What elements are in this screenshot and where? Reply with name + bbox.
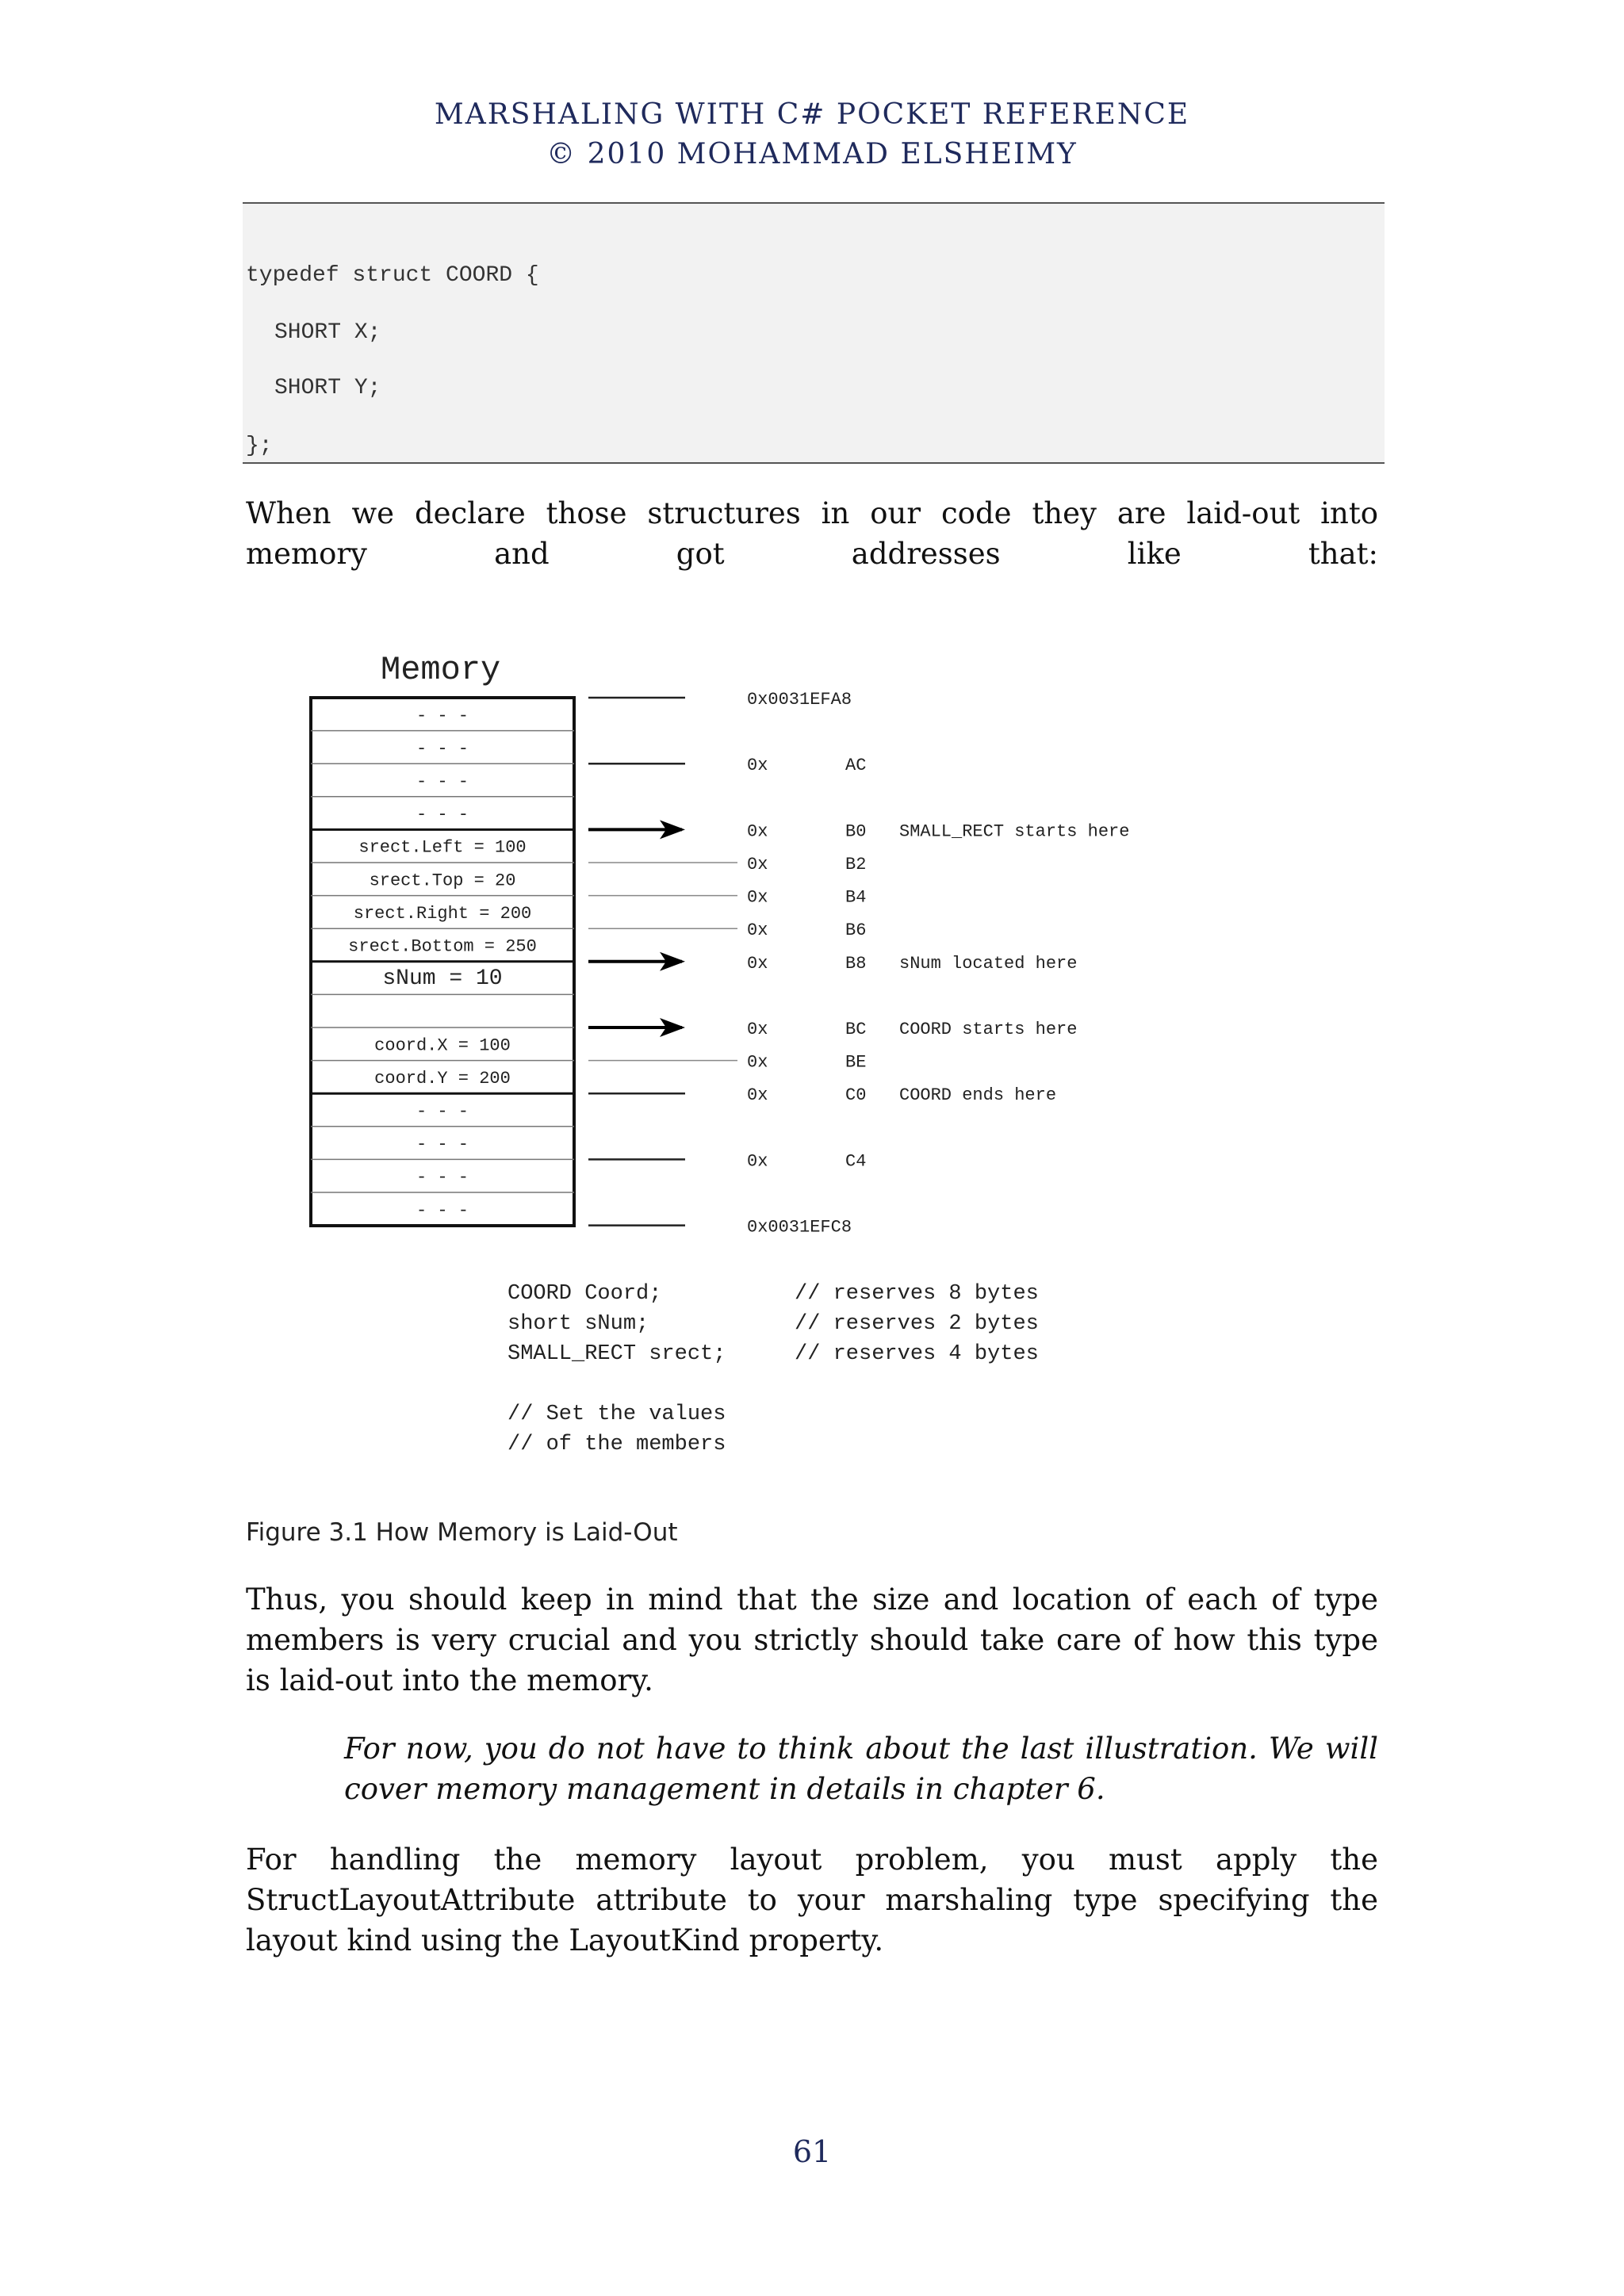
address-prefix: 0x0031EFC8 [747,1217,852,1238]
memory-row-label: - - - [416,805,469,825]
address-note: COORD ends here [899,1085,1057,1106]
body-paragraph: For handling the memory layout problem, you must apply the StructLayoutAttribute attribute to your marshaling type specifying the layout kind using the LayoutKind property. [246,1843,1378,1957]
figure-code-left: // Set the values [508,1402,726,1426]
address-suffix: C4 [845,1151,867,1172]
figure-caption: Figure 3.1 How Memory is Laid-Out [246,1518,678,1547]
memory-row-label: - - - [416,1167,469,1188]
code-block [243,202,1385,464]
page-number: 61 [792,2134,832,2169]
figure-code [508,1282,1039,1456]
code-line: SHORT X; [274,320,381,345]
address-prefix: 0x [747,1151,768,1172]
running-header [0,95,1624,174]
code-line: }; [246,434,273,458]
address-note: COORD starts here [899,1020,1078,1039]
address-prefix: 0x0031EFA8 [747,690,852,710]
figure-code-left: // of the members [508,1433,726,1456]
address-suffix: AC [845,756,867,776]
address-note: SMALL_RECT starts here [899,821,1130,842]
address-suffix: BC [845,1020,867,1039]
figure-code-left: SMALL_RECT srect; [508,1342,726,1366]
header-book-title: MARSHALING WITH C# POCKET REFERENCE [434,98,1190,131]
code-line: typedef struct COORD { [246,263,539,288]
figure-code-left: short sNum; [508,1312,649,1336]
address-note: sNum located here [899,953,1078,974]
memory-row-label: - - - [416,1135,469,1155]
address-column [588,690,1129,1238]
address-suffix: B2 [845,855,867,874]
memory-row-label: - - - [416,706,469,726]
body-paragraph: Thus, you should keep in mind that the size and location of each of type members is very crucial and you strictly should take care of how this type is laid-out into the memory. [246,1582,1378,1697]
address-suffix: C0 [845,1085,867,1106]
address-prefix: 0x [747,855,768,874]
address-prefix: 0x [747,887,768,908]
address-prefix: 0x [747,821,768,842]
memory-row-label: - - - [416,1101,469,1122]
figure-code-comment: // reserves 2 bytes [795,1312,1039,1336]
memory-row-label: srect.Right = 200 [353,903,532,924]
memory-row-label: coord.Y = 200 [374,1068,511,1089]
address-prefix: 0x [747,756,768,776]
address-prefix: 0x [747,1020,768,1039]
figure-code-comment: // reserves 4 bytes [795,1342,1039,1366]
memory-row-label: - - - [416,771,469,792]
figure-title: Memory [381,651,501,689]
italic-note: For now, you do not have to think about the last illustration. We will cover memory management in details in chapter 6. [344,1732,1378,1806]
memory-row-label: srect.Bottom = 250 [348,936,537,957]
memory-row-label: - - - [416,738,469,759]
memory-row-label: - - - [416,1200,469,1221]
address-prefix: 0x [747,920,768,941]
memory-row-label: sNum = 10 [382,966,503,992]
memory-row-label: srect.Left = 100 [358,837,527,858]
address-suffix: BE [845,1052,867,1073]
address-suffix: B8 [845,953,867,974]
address-prefix: 0x [747,1085,768,1106]
address-suffix: B6 [845,920,867,941]
figure-code-comment: // reserves 8 bytes [795,1282,1039,1306]
memory-row-label: srect.Top = 20 [369,871,516,891]
memory-layout-figure [293,634,1205,1475]
intro-paragraph: When we declare those structures in our code they are laid-out into memory and got addresses like that: [246,496,1378,571]
address-suffix: B4 [845,887,867,908]
code-line: SHORT Y; [274,376,381,400]
header-copyright: © 2010 MOHAMMAD ELSHEIMY [546,138,1078,170]
address-suffix: B0 [845,821,867,842]
figure-code-left: COORD Coord; [508,1282,662,1306]
memory-row-label: coord.X = 100 [374,1035,511,1056]
address-prefix: 0x [747,953,768,974]
address-prefix: 0x [747,1052,768,1073]
